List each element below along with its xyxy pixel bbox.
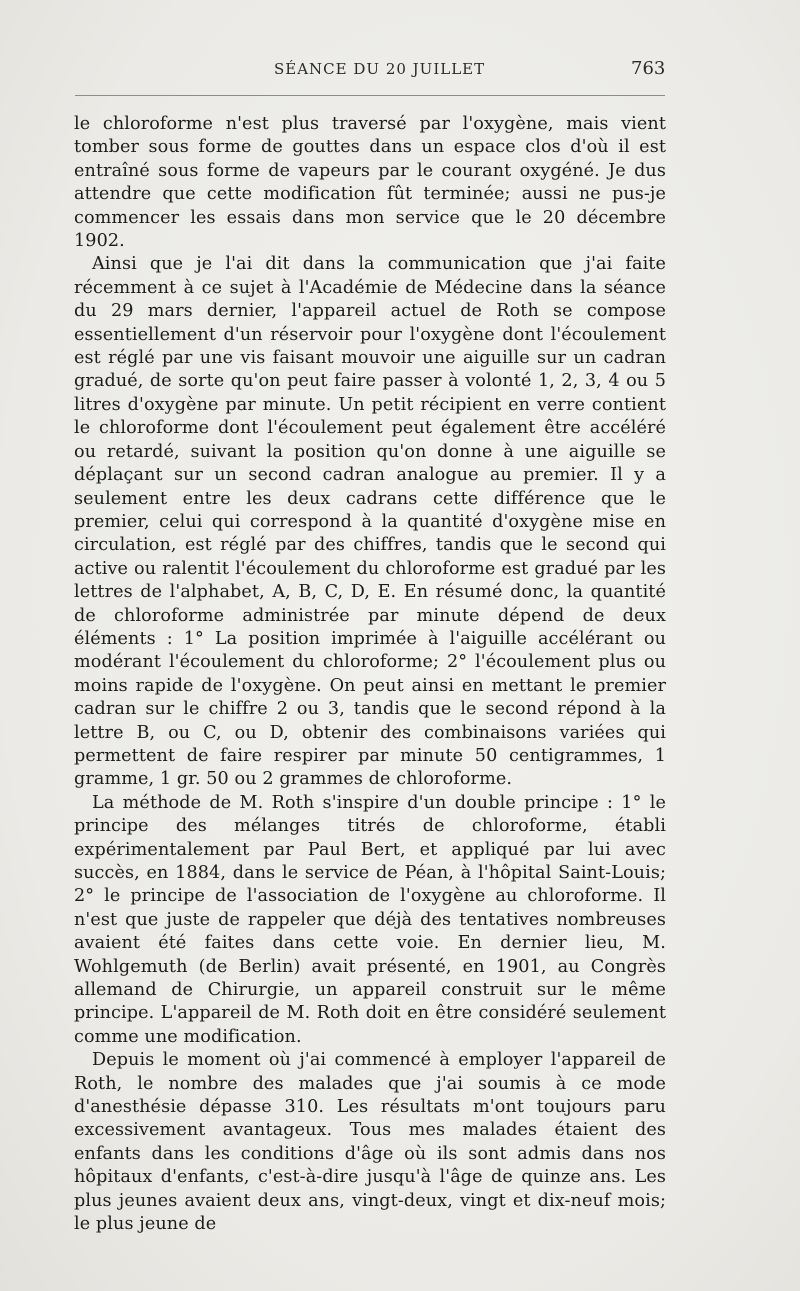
paragraph-continuation: le chloroforme n'est plus traversé par l'oxygène, mais vient tomber sous forme de gouttes dans un espace clos d'où il est entraîné sous forme de vapeurs par le courant oxygéné. Je dus attendre que cette modification fût terminée; aussi ne pus-je commencer les essais dans mon service que le 20 décembre 1902.: [74, 114, 666, 252]
page-number: 763: [631, 58, 666, 79]
paragraph-methode-roth: La méthode de M. Roth s'inspire d'un double principe : 1° le principe des mélanges titrés de chloroforme, établi expérimentalement par Paul Bert, et appliqué par lui avec succès, en 1884, dans le service de Péan, à l'hôpital Saint-Louis; 2° le principe de l'association de l'oxygène au chloroforme. Il n'est que juste de rappeler que déjà des tentatives nombreuses avaient été faites dans cette voie. En dernier lieu, M. Wohlgemuth (de Berlin) avait présenté, en 1901, au Congrès allemand de Chirurgie, un appareil construit sur le même principe. L'appareil de M. Roth doit en être considéré seulement comme une modification.: [74, 792, 666, 1047]
body-text: [74, 113, 666, 1237]
running-head: [0, 60, 800, 84]
paragraph-appareil-description: Ainsi que je l'ai dit dans la communication que j'ai faite récemment à ce sujet à l'Académie de Médecine dans la séance du 29 mars dernier, l'appareil actuel de Roth se compose essentiellement d'un réservoir pour l'oxygène dont l'écoulement est réglé par une vis faisant mouvoir une aiguille sur un cadran gradué, de sorte qu'on peut faire passer à volonté 1, 2, 3, 4 ou 5 litres d'oxygène par minute. Un petit récipient en verre contient le chloroforme dont l'écoulement peut également être accéléré ou retardé, suivant la position qu'on donne à une aiguille se déplaçant sur un second cadran analogue au premier. Il y a seulement entre les deux cadrans cette différence que le premier, celui qui correspond à la quantité d'oxygène mise en circulation, est réglé par des chiffres, tandis que le second qui active ou ralentit l'écoulement du chloroforme est gradué par les lettres de l'alphabet, A, B, C, D, E. En résumé donc, la quantité de chloroforme administrée par minute dépend de deux éléments : 1° La position imprimée à l'aiguille accélérant ou modérant l'écoulement du chloroforme; 2° l'écoulement plus ou moins rapide de l'oxygène. On peut ainsi en mettant le premier cadran sur le chiffre 2 ou 3, tandis que le second répond à la lettre B, ou C, ou D, obtenir des combinaisons variées qui permettent de faire respirer par minute 50 centigrammes, 1 gramme, 1 gr. 50 ou 2 grammes de chloroforme.: [74, 254, 666, 790]
header-rule: [75, 95, 665, 96]
paragraph-resultats: Depuis le moment où j'ai commencé à employer l'appareil de Roth, le nombre des malades que j'ai soumis à ce mode d'anesthésie dépasse 310. Les résultats m'ont toujours paru excessivement avantageux. Tous mes malades étaient des enfants dans les conditions d'âge où ils sont admis dans nos hôpitaux d'enfants, c'est-à-dire jusqu'à l'âge de quinze ans. Les plus jeunes avaient deux ans, vingt-deux, vingt et dix-neuf mois; le plus jeune de: [74, 1050, 666, 1235]
running-title: SÉANCE DU 20 JUILLET: [274, 60, 486, 78]
